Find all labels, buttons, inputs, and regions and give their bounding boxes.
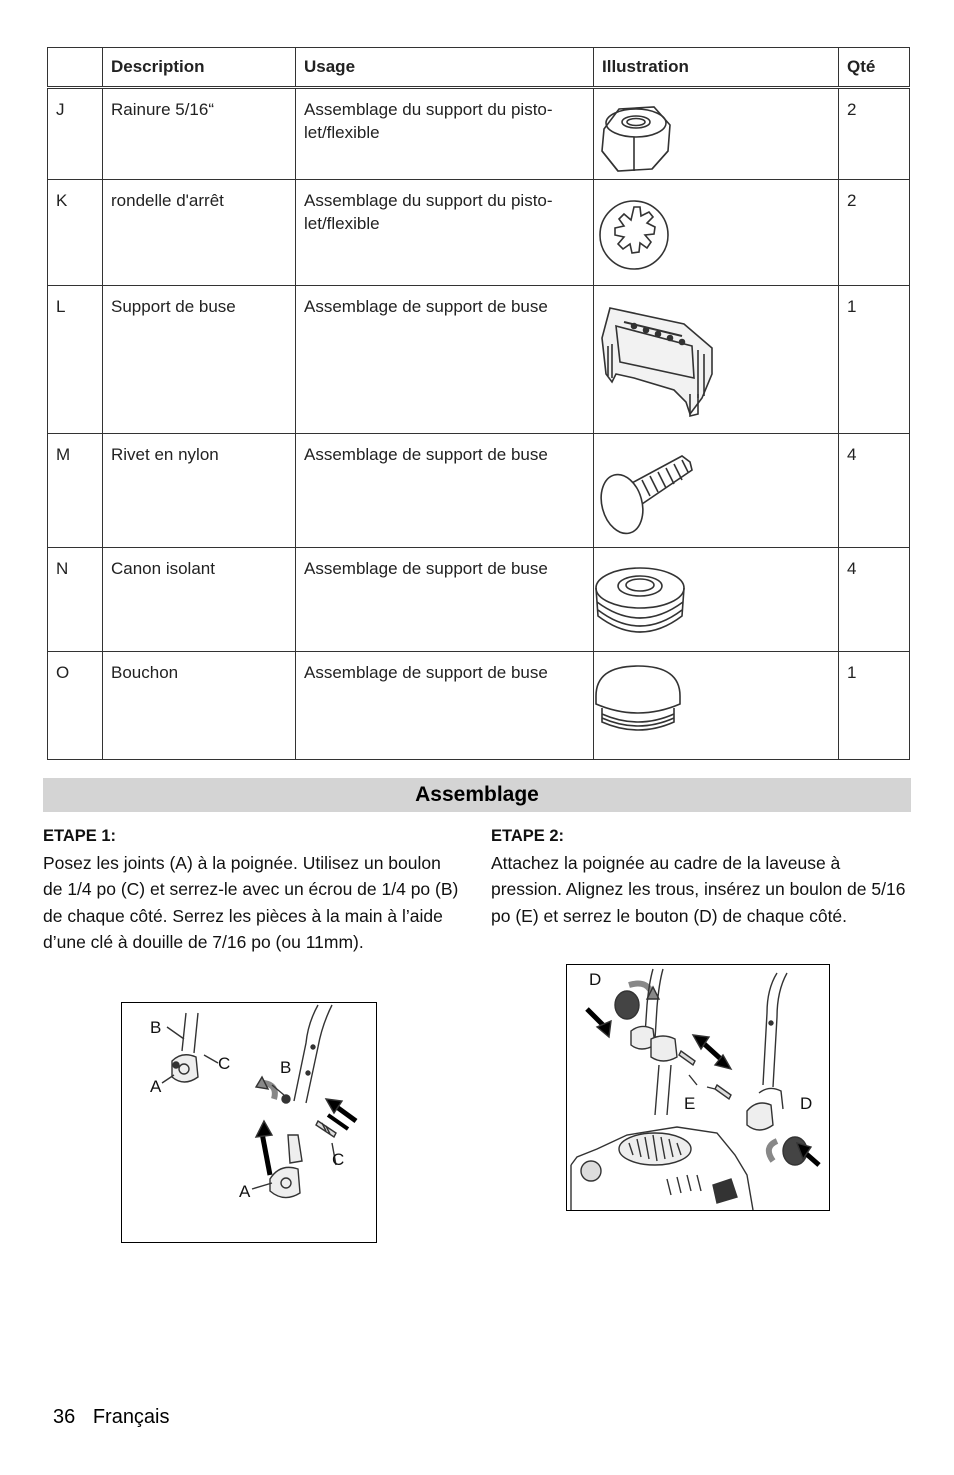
row-id: O <box>48 652 103 760</box>
nozzle-holder-icon <box>594 286 839 434</box>
row-usage: Assemblage du support du pisto-let/flexible <box>296 88 594 180</box>
row-id: N <box>48 548 103 652</box>
table-row <box>48 88 910 180</box>
label-e: E <box>684 1094 696 1113</box>
label-d-top: D <box>589 970 602 989</box>
step-1-title: ETAPE 1: <box>43 827 117 845</box>
label-b-right: B <box>280 1058 292 1077</box>
row-usage: Assemblage de support de buse <box>296 286 594 434</box>
table-row <box>48 548 910 652</box>
label-b-left: B <box>150 1018 162 1037</box>
step-2 <box>491 823 916 929</box>
section-title: Assemblage <box>43 778 911 812</box>
row-usage: Assemblage de support de buse <box>296 548 594 652</box>
hex-nut-icon <box>594 89 839 181</box>
table-row <box>48 652 910 760</box>
header-illustration: Illustration <box>594 48 839 88</box>
step-1-text: Posez les joints (A) à la poignée. Utilisez un boulon de 1/4 po (C) et serrez-le avec un écrou de 1/4 po (B) de chaque côté. Serrez les pièces à la main à l’aide d’une clé à douille de 7/16 po (ou 11mm). <box>43 852 459 952</box>
label-c-left: C <box>218 1054 231 1073</box>
table-row <box>48 434 910 548</box>
row-qty: 2 <box>839 180 910 286</box>
row-description: Support de buse <box>103 286 296 434</box>
lock-washer-icon <box>594 180 839 286</box>
label-a-bottom: A <box>239 1182 251 1201</box>
header-usage: Usage <box>296 48 594 88</box>
row-qty: 4 <box>839 548 910 652</box>
row-description: rondelle d'arrêt <box>103 180 296 286</box>
row-id: K <box>48 180 103 286</box>
step-1 <box>43 823 463 956</box>
parts-table <box>47 47 910 760</box>
header-qty: Qté <box>839 48 910 88</box>
footer-language: Français <box>92 1406 170 1428</box>
step-2-title: ETAPE 2: <box>491 827 565 845</box>
page-number: 36 <box>53 1406 76 1428</box>
row-description: Rivet en nylon <box>103 434 296 548</box>
label-a-left: A <box>150 1077 162 1096</box>
label-d-right: D <box>800 1094 813 1113</box>
row-qty: 2 <box>839 88 910 180</box>
row-usage: Assemblage de support de buse <box>296 434 594 548</box>
table-row <box>48 180 910 286</box>
table-row <box>48 286 910 434</box>
label-c-right: C <box>332 1150 345 1169</box>
row-qty: 4 <box>839 434 910 548</box>
step-1-figure <box>121 1002 377 1243</box>
row-id: J <box>48 88 103 180</box>
page-footer <box>53 1406 182 1429</box>
step-2-text: Attachez la poignée au cadre de la laveuse à pression. Alignez les trous, insérez un boulon de 5/16 po (E) et serrez le bouton (D) de chaque côté. <box>491 852 906 926</box>
table-header-row <box>48 48 910 88</box>
row-usage: Assemblage de support de buse <box>296 652 594 760</box>
handle-assembly-icon <box>122 1003 376 1242</box>
row-qty: 1 <box>839 652 910 760</box>
frame-attachment-icon <box>567 965 829 1210</box>
row-qty: 1 <box>839 286 910 434</box>
row-description: Bouchon <box>103 652 296 760</box>
row-id: M <box>48 434 103 548</box>
row-description: Canon isolant <box>103 548 296 652</box>
header-id <box>48 48 103 88</box>
grommet-icon <box>594 548 839 652</box>
header-description: Description <box>103 48 296 88</box>
nylon-rivet-icon <box>594 434 839 548</box>
row-id: L <box>48 286 103 434</box>
step-2-figure <box>566 964 830 1211</box>
plug-cap-icon <box>594 652 839 760</box>
row-description: Rainure 5/16“ <box>103 88 296 180</box>
row-usage: Assemblage du support du pisto-let/flexible <box>296 180 594 286</box>
